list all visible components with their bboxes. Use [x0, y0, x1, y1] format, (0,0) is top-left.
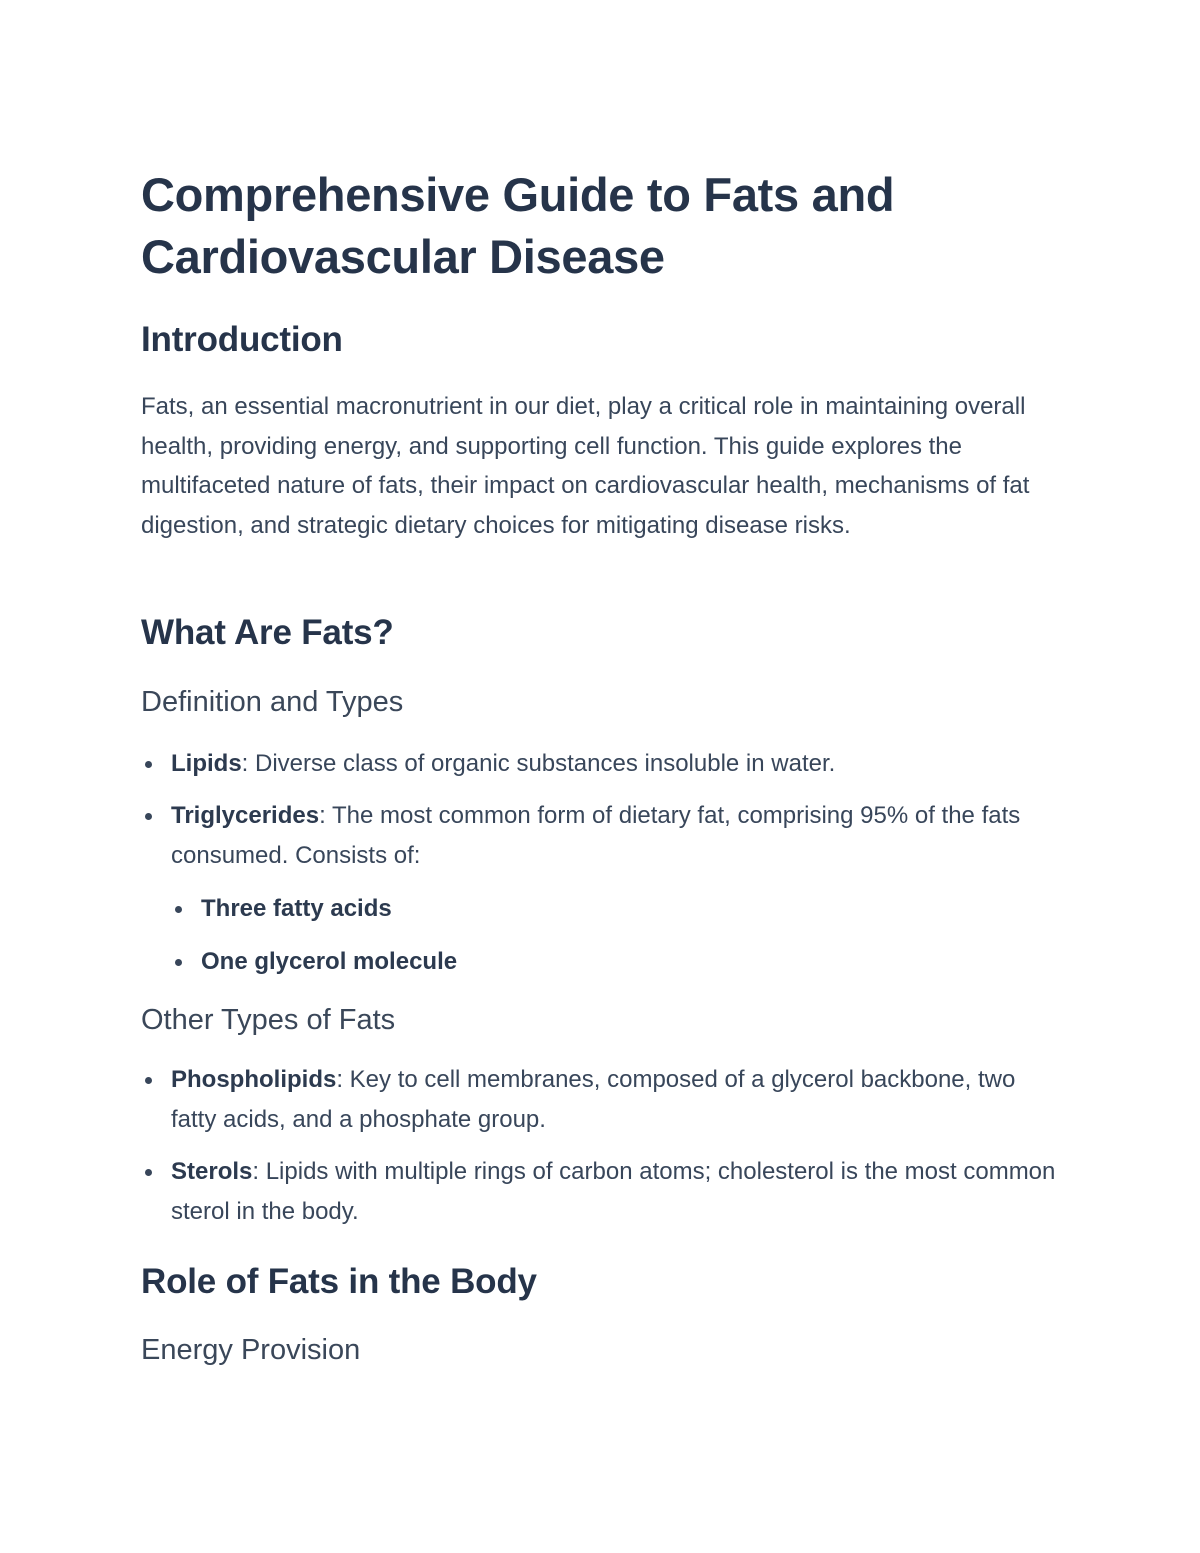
sub-list-item-fatty-acids: Three fatty acids: [201, 889, 1066, 929]
list-item-triglycerides: [171, 796, 1066, 876]
term-sterols: Sterols: [171, 1158, 253, 1185]
section-heading-introduction: Introduction: [141, 320, 343, 359]
introduction-paragraph: Fats, an essential macronutrient in our diet, play a critical role in maintaining overall health, providing energy, and supporting cell function. This guide explores the multifaceted nature of fats, their impact on cardiovascular health, mechanisms of fat digestion, and strategic dietary choices for mitigating disease risks.: [141, 393, 1030, 539]
subheading-definition-and-types: Definition and Types: [141, 686, 404, 718]
definition-phospholipids: : Key to cell membranes, composed of a glycerol backbone, two fatty acids, and a phosphate group.: [171, 1066, 1016, 1133]
subheading-other-types-of-fats: Other Types of Fats: [141, 1004, 396, 1036]
section-heading-role-of-fats: Role of Fats in the Body: [141, 1262, 537, 1301]
list-item-lipids: [171, 744, 1066, 784]
page-title: Comprehensive Guide to Fats and Cardiovascular Disease: [141, 168, 895, 283]
section-heading-what-are-fats: What Are Fats?: [141, 613, 394, 652]
sub-list-item-glycerol: One glycerol molecule: [201, 942, 1066, 982]
subheading-energy-provision: Energy Provision: [141, 1334, 361, 1366]
term-lipids: Lipids: [171, 750, 242, 777]
definition-lipids: : Diverse class of organic substances insoluble in water.: [241, 750, 836, 777]
term-phospholipids: Phospholipids: [171, 1066, 337, 1093]
list-item-sterols: [171, 1152, 1066, 1232]
list-item-phospholipids: [171, 1060, 1066, 1140]
definition-sterols: : Lipids with multiple rings of carbon atoms; cholesterol is the most common sterol in the body.: [171, 1158, 1056, 1225]
definition-triglycerides: : The most common form of dietary fat, comprising 95% of the fats consumed. Consists of:: [171, 802, 1021, 869]
term-triglycerides: Triglycerides: [171, 802, 320, 829]
